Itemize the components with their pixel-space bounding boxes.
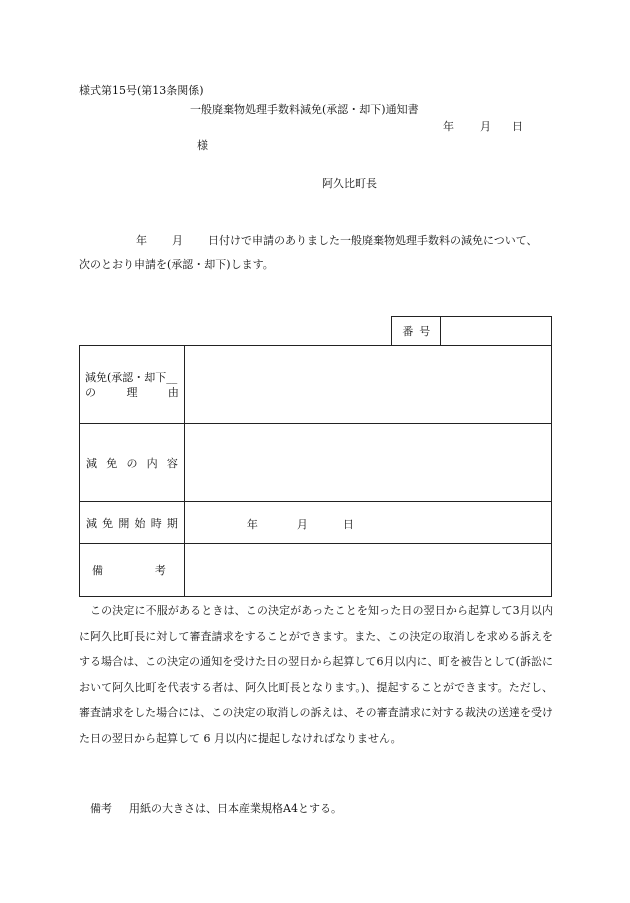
start-date-year-label: 年 xyxy=(246,518,258,531)
date-month-label: 月 xyxy=(480,120,491,133)
footnote-text: 用紙の大きさは、日本産業規格A4とする。 xyxy=(129,802,342,815)
start-date-month-label: 月 xyxy=(296,518,308,531)
reason-label-line1: 減免(承認・却下__ xyxy=(85,370,178,384)
issuer-name: 阿久比町長 xyxy=(322,177,377,190)
document-title: 一般廃棄物処理手数料減免(承認・却下)通知書 xyxy=(190,103,419,116)
reason-value-field[interactable] xyxy=(184,346,551,424)
intro-text-line2: 次のとおり申請を(承認・却下)します。 xyxy=(79,258,274,271)
content-label-cell: 減 免 の 内 容 xyxy=(80,424,185,502)
footnote xyxy=(90,800,342,816)
addressee-suffix: 様 xyxy=(197,139,208,152)
date-day-label: 日 xyxy=(512,120,523,133)
notification-table xyxy=(79,316,552,597)
remarks-value-field[interactable] xyxy=(184,544,551,597)
reason-label-line2: の 理 由 xyxy=(85,385,179,399)
appeal-notice-text: この決定に不服があるときは、この決定があったことを知った日の翌日から起算して3月以内に阿久比町長に対して審査請求をすることができます。また、この決定の取消しを求める訴えをする場合は、この決定の通知を受けた日の翌日から起算して6月以内に、町を被告として(訴訟において阿久比町を代表する者は、阿久比町長となります。)、提起することができます。ただし、審査請求をした場合には、この決定の取消しの訴えは、その審査請求に対する裁決の送達を受けた日の翌日から起算して 6 月以内に提起しなければなりません。 xyxy=(79,604,553,745)
number-value-field[interactable] xyxy=(441,317,552,346)
date-year-label: 年 xyxy=(443,120,454,133)
content-value-field[interactable] xyxy=(184,424,551,502)
footnote-label: 備考 xyxy=(90,802,112,815)
intro-year-label: 年 xyxy=(136,234,147,247)
start-date-label-cell: 減 免 開 始 時 期 xyxy=(80,502,185,544)
start-date-day-label: 日 xyxy=(342,518,354,531)
number-label-cell: 番 号 xyxy=(392,317,441,346)
appeal-notice xyxy=(79,598,553,751)
form-number: 様式第15号(第13条関係) xyxy=(79,84,204,97)
table-corner-blank xyxy=(80,317,392,346)
remarks-label-cell: 備 考 xyxy=(80,544,185,597)
start-date-value-field[interactable] xyxy=(184,502,551,544)
reason-label-cell xyxy=(80,346,185,424)
intro-month-label: 月 xyxy=(172,234,183,247)
intro-text-line1: 日付けで申請のありました一般廃棄物処理手数料の減免について、 xyxy=(208,234,538,247)
